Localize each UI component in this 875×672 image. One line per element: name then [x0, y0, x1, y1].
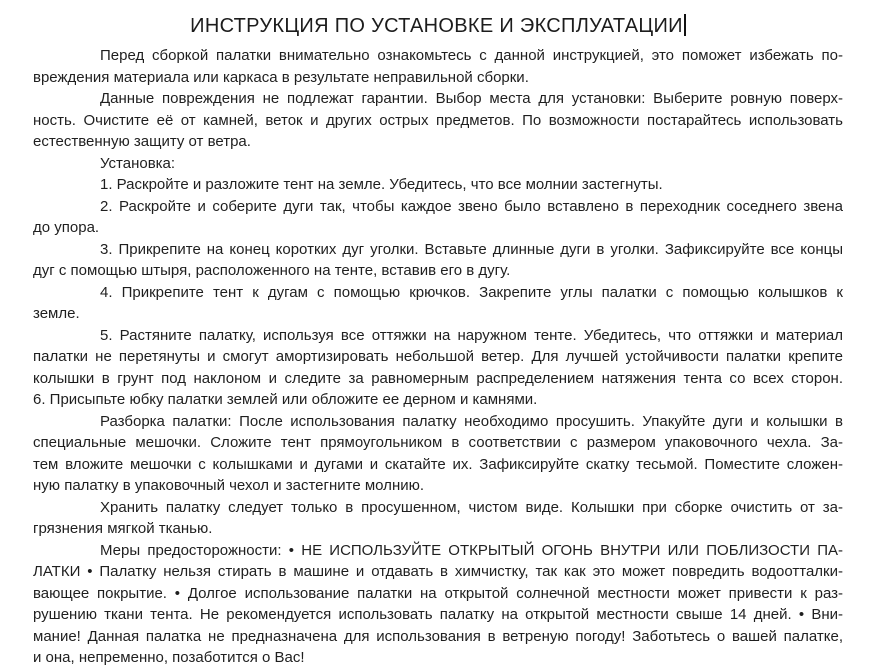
- paragraph[interactable]: [33, 282, 843, 325]
- text-line[interactable]: рушению ткани тента. Не рекомендуется использовать палатку на открытой местности свыше 14 дней. • Вни-: [33, 606, 843, 623]
- text-line[interactable]: Перед сборкой палатки внимательно ознакомьтесь с данной инструкцией, это поможет избежать по-: [100, 47, 843, 64]
- text-line[interactable]: дуг с помощью штыря, расположенного на тенте, вставив его в дугу.: [33, 262, 511, 279]
- text-line[interactable]: мание! Данная палатка не предназначена для использования в ветреную погоду! Заботьтесь о вашей палатке,: [33, 627, 843, 645]
- document-title-text: ИНСТРУКЦИЯ ПО УСТАНОВКЕ И ЭКСПЛУАТАЦИИ: [190, 15, 683, 37]
- document-body[interactable]: [33, 45, 843, 669]
- paragraph[interactable]: [33, 196, 843, 239]
- paragraph[interactable]: [33, 88, 843, 153]
- text-line[interactable]: Разборка палатки: После использования палатку необходимо просушить. Упакуйте дуги и колышки в: [100, 412, 843, 430]
- text-line[interactable]: земле.: [33, 305, 80, 322]
- text-line[interactable]: 6. Присыпьте юбку палатки землей или обложите ее дерном и камнями.: [33, 391, 538, 408]
- paragraph[interactable]: [33, 153, 843, 175]
- text-line[interactable]: Данные повреждения не подлежат гарантии. Выбор места для установки: Выберите ровную поверх-: [100, 90, 843, 107]
- document-title[interactable]: [33, 13, 843, 39]
- paragraph[interactable]: [33, 411, 843, 497]
- text-line[interactable]: 5. Растяните палатку, используя все оттяжки на наружном тенте. Убедитесь, что оттяжки и материал: [100, 326, 843, 344]
- text-line[interactable]: и она, непременно, позаботится о Вас!: [33, 649, 305, 666]
- paragraph[interactable]: [33, 497, 843, 540]
- paragraph[interactable]: [33, 45, 843, 88]
- paragraph[interactable]: [33, 540, 843, 669]
- text-line[interactable]: 1. Раскройте и разложите тент на земле. Убедитесь, что все молнии застегнуты.: [100, 176, 663, 193]
- paragraph[interactable]: [33, 325, 843, 411]
- text-line[interactable]: 3. Прикрепите на конец коротких дуг уголки. Вставьте длинные дуги в уголки. Зафиксируйте все концы: [100, 240, 843, 258]
- paragraph[interactable]: [33, 174, 843, 196]
- text-line[interactable]: 2. Раскройте и соберите дуги так, чтобы каждое звено было вставлено в переходник соседнего звена: [100, 197, 843, 215]
- text-line[interactable]: Меры предосторожности: • НЕ ИСПОЛЬЗУЙТЕ ОТКРЫТЫЙ ОГОНЬ ВНУТРИ ИЛИ ПОБЛИЗОСТИ ПА-: [100, 541, 843, 559]
- text-line[interactable]: тем вложите мешочки с колышками и дугами и скатайте их. Зафиксируйте скатку тесьмой. Поместите сложен-: [33, 455, 843, 473]
- text-line[interactable]: естественную защиту от ветра.: [33, 133, 251, 150]
- text-line[interactable]: ную палатку в упаковочный чехол и застегните молнию.: [33, 477, 425, 494]
- text-line[interactable]: грязнения мягкой тканью.: [33, 520, 213, 537]
- text-line[interactable]: специальные мешочки. Сложите тент прямоугольником в соответствии с размером упаковочного чехла. За-: [33, 434, 843, 451]
- text-line[interactable]: вреждения материала или каркаса в результате неправильной сборки.: [33, 68, 529, 86]
- text-line[interactable]: ность. Очистите её от камней, веток и других острых предметов. По возможности постарайтесь использовать: [33, 111, 843, 129]
- text-line[interactable]: Хранить палатку следует только в просушенном, чистом виде. Колышки при сборке очистить от за-: [100, 498, 843, 516]
- text-line[interactable]: палатки не перетянуты и смогут амортизировать небольшой ветер. Для лучшей устойчивости палатки крепите: [33, 348, 843, 365]
- text-line[interactable]: 4. Прикрепите тент к дугам с помощью крючков. Закрепите углы палатки с помощью колышков к: [100, 283, 843, 301]
- paragraph[interactable]: [33, 239, 843, 282]
- text-line[interactable]: ЛАТКИ • Палатку нельзя стирать в машине и отдавать в химчистку, так как это может повредить водоотталки-: [33, 563, 843, 580]
- text-line[interactable]: вающее покрытие. • Долгое использование палатки на открытой солнечной местности может привести к раз-: [33, 584, 843, 602]
- text-line[interactable]: Установка:: [100, 154, 176, 172]
- text-line[interactable]: до упора.: [33, 219, 100, 236]
- text-cursor-caret: [684, 14, 686, 36]
- text-line[interactable]: колышки в грунт под наклоном и следите за равномерным распределением натяжения тента со всех сторон.: [33, 369, 843, 387]
